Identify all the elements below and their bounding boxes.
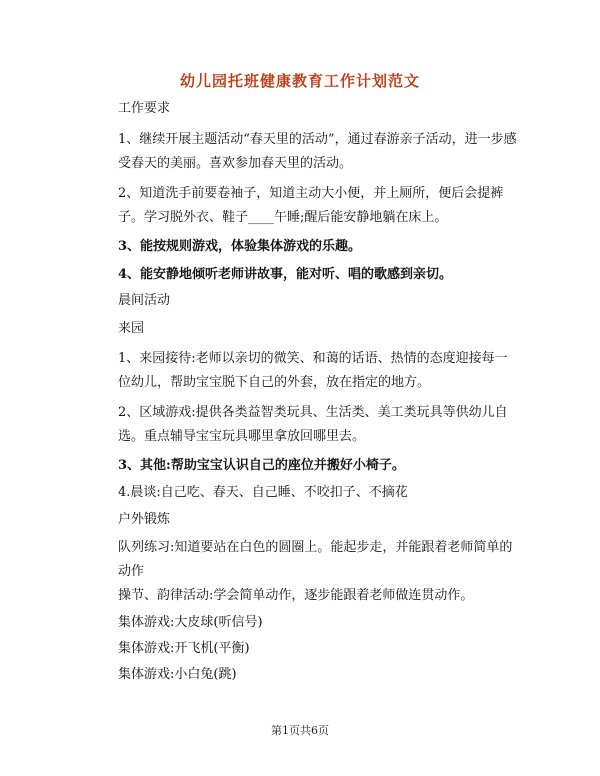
heading-morning-activities: 晨间活动: [118, 293, 171, 308]
paragraph-area-games: 2、区域游戏:提供各类益智类玩具、生活类、美工类玩具等供幼儿自选。重点辅导宝宝玩具哪里拿放回哪里去。: [118, 405, 508, 444]
paragraph-other: 3、其他:帮助宝宝认识自己的座位并搬好小椅子。: [118, 458, 405, 473]
paragraph-item-3: 3、能按规则游戏，体验集体游戏的乐趣。: [118, 239, 362, 254]
paragraph-item-2: 2、知道洗手前要卷袖子，知道主动大小便，并上厕所，便后会提裤子。学习脱外衣、鞋子____午睡;醒后能安静地躺在床上。: [118, 186, 504, 225]
paragraph-item-1: 1、继续开展主题活动“春天里的活动”，通过春游亲子活动，进一步感受春天的美丽。喜欢参加春天里的活动。: [118, 132, 517, 171]
heading-outdoor-exercise: 户外锻炼: [118, 512, 171, 527]
paragraph-game-rabbit: 集体游戏:小白兔(跳): [118, 667, 237, 682]
paragraph-item-4: 4、能安静地倾听老师讲故事，能对听、唱的歌感到亲切。: [118, 267, 453, 282]
heading-work-requirements: 工作要求: [118, 101, 171, 116]
heading-arrival: 来园: [118, 321, 145, 336]
page-number-footer: 第1页共6页: [271, 724, 329, 737]
paragraph-game-airplane: 集体游戏:开飞机(平衡): [118, 641, 250, 656]
paragraph-queue-practice: 队列练习:知道要站在白色的圆圈上。能起步走，并能跟着老师简单的动作: [118, 540, 513, 579]
paragraph-arrival-reception: 1、来园接待:老师以亲切的微笑、和蔼的话语、热情的态度迎接每一位幼儿，帮助宝宝脱下自己的外套，放在指定的地方。: [118, 351, 508, 390]
document-title: 幼儿园托班健康教育工作计划范文: [179, 72, 420, 90]
paragraph-morning-talk: 4.晨谈:自己吃、春天、自己睡、不咬扣子、不摘花: [118, 485, 408, 500]
paragraph-rhythm-activity: 操节、韵律活动:学会简单动作，逐步能跟着老师做连贯动作。: [118, 588, 474, 603]
paragraph-game-ball: 集体游戏:大皮球(听信号): [118, 615, 263, 630]
